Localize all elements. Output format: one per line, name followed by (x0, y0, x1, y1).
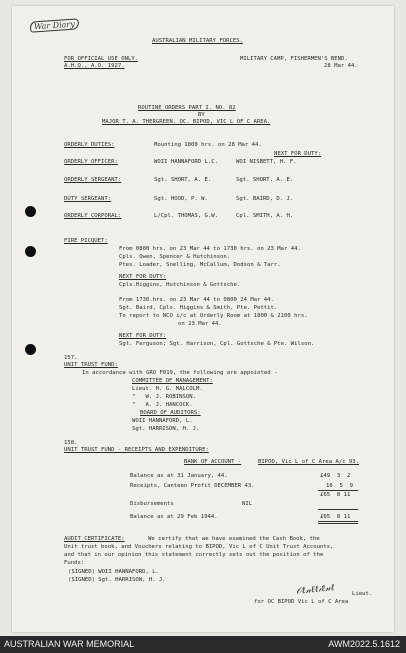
handwritten-annotation: War Diary (30, 18, 79, 32)
item-158-heading: UNIT TRUST FUND - RECEIPTS AND EXPENDITURE: (64, 447, 209, 453)
orderly-corporal-label: ORDERLY CORPORAL: (64, 213, 122, 219)
fire-picquet-line: Ptes. Loader, Snelling, McCallum, Dodson & Tarr. (119, 262, 281, 268)
committee-member: " W. J. ROBINSON. (132, 394, 196, 400)
opening-balance-label: Balance as at 31 January, 44. (130, 473, 228, 479)
orderly-sergeant-current: Sgt. SHORT, A. E. (154, 177, 212, 183)
fire-picquet-line: on 23 Mar 44. (178, 321, 222, 327)
fire-picquet-next-label: NEXT FOR DUTY: (119, 333, 167, 339)
bank-of-account-value: BIPOD, Vic L of C Area A/c 93. (258, 459, 360, 465)
committee-member: Lieut. H. G. MALCOLM. (132, 386, 203, 392)
next-for-duty-heading: NEXT FOR DUTY: (274, 151, 322, 157)
receipts-value: 16 5 9 (326, 483, 353, 489)
item-158-number: 158. (64, 440, 78, 446)
orderly-corporal-current: L/Cpl. THOMAS, G.W. (154, 213, 218, 219)
orderly-officer-current: WOII HANNAFORD L.C. (154, 159, 218, 165)
total-double-rule (318, 521, 358, 522)
orders-author: MAJOR T. A. THERGREEN. OC. BIPOD, VIC L OF C AREA. (102, 119, 271, 125)
fire-picquet-next-label: NEXT FOR DUTY: (119, 274, 167, 280)
committee-member: " A. J. HANCOCK. (132, 402, 193, 408)
orderly-duties-label: ORDERLY DUTIES: (64, 142, 115, 148)
date-line: 28 Mar 44. (324, 63, 358, 69)
audit-signed: (SIGNED) Sgt. HARRISON, H. J. (68, 577, 166, 583)
disbursements-label: Disbursements (130, 501, 174, 507)
sum-rule (318, 490, 358, 491)
subtotal-value: £65 8 11 (320, 492, 351, 498)
audit-text: Unit trust book, and Vouchers relating to BIPOD, Vic L of C Unit Trust Accounts, (64, 544, 334, 550)
fire-picquet-label: FIRE PICQUET: (64, 238, 108, 244)
closing-balance-value: £65 8 11 (320, 514, 351, 520)
official-use-line: FOR OFFICIAL USE ONLY. (64, 56, 139, 62)
auditor: Sgt. HARRISON, H. J. (132, 426, 200, 432)
orders-by: BY (198, 112, 205, 118)
signoff-for: for OC BIPOD Vic L of C Area (254, 599, 349, 605)
opening-balance-value: £49 3 2 (320, 473, 351, 479)
fire-picquet-line: To report to NCO i/c at Orderly Room at 1800 & 2100 hrs. (119, 313, 308, 319)
signoff-rank: Lieut. (352, 591, 373, 597)
duty-sergeant-next: Sgt. BAIRD, D. J. (236, 196, 294, 202)
audit-text: We certify that we have examined the Cash Book, the (148, 536, 320, 542)
sum-rule (318, 509, 358, 510)
orderly-officer-label: ORDERLY OFFICER: (64, 159, 118, 165)
committee-label: COMMITTEE OF MANAGEMENT: (132, 378, 213, 384)
auditors-label: BOARD OF AUDITORS: (140, 410, 201, 416)
item-157-intro: In accordance with GRO F019, the following are appointed - (82, 370, 278, 376)
audit-certificate-label: AUDIT CERTIFICATE: (64, 536, 125, 542)
audit-text: Funds: (64, 560, 85, 566)
fire-picquet-line: From 1730.hrs. on 23 Mar 44 to 0800 24 Mar 44. (119, 297, 274, 303)
orderly-sergeant-label: ORDERLY SERGEANT: (64, 177, 122, 183)
footer-institution: AUSTRALIAN WAR MEMORIAL (4, 639, 135, 649)
item-157-heading: UNIT TRUST FUND: (64, 362, 118, 368)
duty-sergeant-current: Sgt. HOOD, P. W. (154, 196, 208, 202)
footer-bar (0, 636, 406, 653)
punch-hole (25, 206, 36, 217)
fire-picquet-line: From 0800 hrs. on 23 Mar 44 to 1730 hrs. on 23 Mar 44. (119, 246, 301, 252)
orderly-duties-value: Mounting 1800 hrs. on 28 Mar 44. (154, 142, 262, 148)
fire-picquet-line: Sgt. Baird, Cpls. Higgins & Smith, Pte. Pettit. (119, 305, 278, 311)
footer-catalogue-id: AWM2022.5.1612 (328, 639, 400, 649)
location-line: MILITARY CAMP, FISHERMEN'S BEND. (240, 56, 348, 62)
audit-text: and that in our opinion this statement correctly sets out the position of the (64, 552, 324, 558)
auditor: WOII HANNAFORD, L. (132, 418, 193, 424)
orderly-officer-next: WOI NISBETT, H. F. (236, 159, 297, 165)
disbursements-value: NIL (242, 501, 253, 507)
duty-sergeant-label: DUTY SERGEANT: (64, 196, 112, 202)
authority-line: A.H.Q., A.O. 1927. (64, 63, 125, 69)
item-157-number: 157. (64, 355, 78, 361)
fire-picquet-next-names: Cpls.Higgins, Hutchinson & Gottsche. (119, 282, 241, 288)
total-double-rule (318, 523, 358, 524)
closing-balance-label: Balance as at 29 Feb 1944. (130, 514, 218, 520)
bank-of-account-label: BANK OF ACCOUNT - (184, 459, 242, 465)
punch-hole (25, 246, 36, 257)
punch-hole (25, 344, 36, 355)
header-title: AUSTRALIAN MILITARY FORCES. (152, 38, 243, 44)
signature: 𝒪ℓ𝓃ℓℓ𝒾ℓ𝓃ℓ (295, 583, 335, 597)
audit-signed: (SIGNED) WOII HANNAFORD, L. (68, 569, 159, 575)
receipts-label: Receipts, Canteen Profit DECEMBER 43. (130, 483, 255, 489)
orders-title: ROUTINE ORDERS PART I. NO. 82 (138, 105, 236, 111)
orderly-corporal-next: Cpl. SMITH, A. H. (236, 213, 294, 219)
document-page (12, 6, 394, 632)
orderly-sergeant-next: Sgt. SHORT, A. E. (236, 177, 294, 183)
fire-picquet-line: Cpls. Owen, Spencer & Hutchinson. (119, 254, 231, 260)
fire-picquet-next-names: Sgt. Ferguson; Sgt. Harrison, Cpl. Gottsche & Pte. Wilson. (119, 341, 315, 347)
